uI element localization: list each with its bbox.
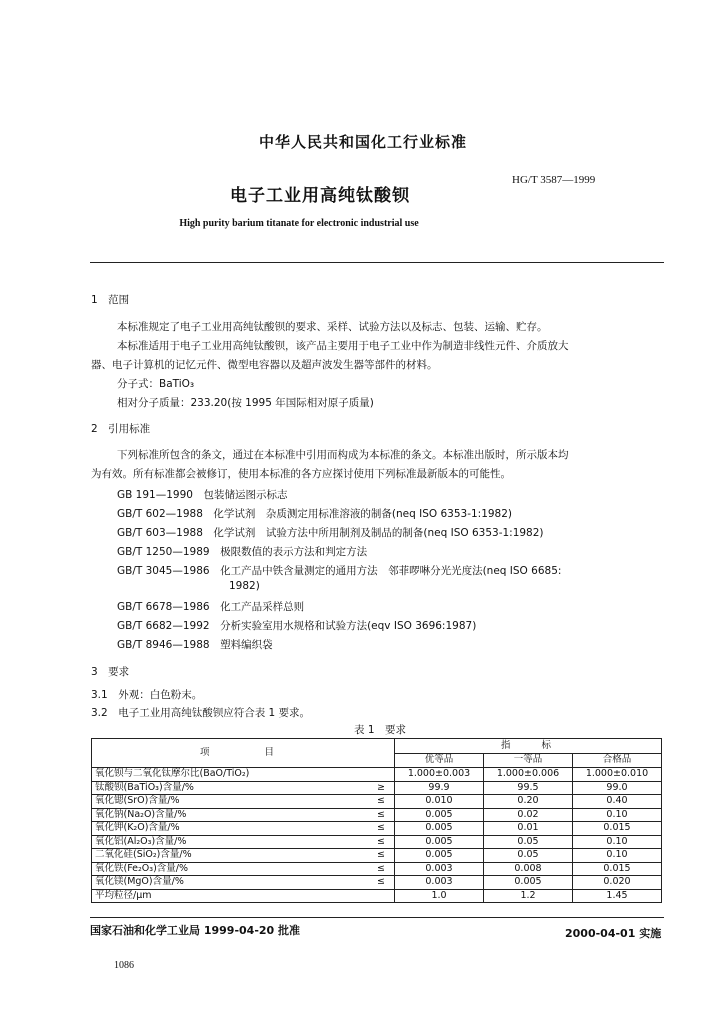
row-name: 氧化锶(SrO)含量/%: [92, 795, 369, 809]
row-name: 钛酸钡(BaTiO₃)含量/%: [92, 781, 369, 795]
table-row: [92, 876, 662, 890]
standard-number: HG/T 3587—1999: [512, 174, 596, 186]
row-value: 0.010: [395, 795, 484, 809]
section1-paragraph-2-line2: 器、电子计算机的记忆元件、微型电容器以及超声波发生器等部件的材料。: [91, 359, 438, 371]
effective-date: 2000-04-01 实施: [565, 927, 662, 940]
molecular-mass: 相对分子质量：233.20(按 1995 年国际相对原子质量): [117, 397, 374, 409]
issuing-body: 中华人民共和国化工行业标准: [258, 133, 467, 151]
row-name: 氧化铁(Fe₂O₃)含量/%: [92, 862, 369, 876]
row-symbol: ≤: [368, 822, 395, 836]
reference-item: GB 191—1990 包装储运图示标志: [117, 489, 288, 501]
section3-heading: 3 要求: [91, 666, 130, 678]
table-row: [92, 862, 662, 876]
table-row: [92, 889, 662, 903]
row-value: 1.000±0.010: [573, 768, 662, 782]
reference-item: GB/T 603—1988 化学试剂 试验方法中所用制剂及制品的制备(neq ISO 6353-1:1982): [117, 527, 544, 539]
row-value: 0.008: [484, 862, 573, 876]
row-name: 二氧化硅(SiO₂)含量/%: [92, 849, 369, 863]
row-value: 1.000±0.003: [395, 768, 484, 782]
requirements-table: [91, 738, 662, 903]
reference-item: GB/T 1250—1989 极限数值的表示方法和判定方法: [117, 546, 368, 558]
row-value: 0.01: [484, 822, 573, 836]
grade-first: 一等品: [484, 753, 573, 768]
row-value: 1.45: [573, 889, 662, 903]
row-name: 氧化镁(MgO)含量/%: [92, 876, 369, 890]
row-value: 1.2: [484, 889, 573, 903]
header-item: 项 目: [92, 739, 395, 768]
row-value: 0.003: [395, 876, 484, 890]
approval-statement: 国家石油和化学工业局 1999-04-20 批准: [90, 924, 301, 937]
row-value: 0.02: [484, 808, 573, 822]
row-value: 0.005: [395, 822, 484, 836]
document-title: 电子工业用高纯钛酸钡: [230, 186, 410, 206]
table-row: [92, 781, 662, 795]
header-index: 指 标: [395, 739, 662, 754]
row-name: 氧化钡与二氧化钛摩尔比(BaO/TiO₂): [92, 768, 369, 782]
row-symbol: ≤: [368, 876, 395, 890]
row-value: 1.000±0.006: [484, 768, 573, 782]
table-row: [92, 808, 662, 822]
grade-qualified: 合格品: [573, 753, 662, 768]
table-row: [92, 768, 662, 782]
row-value: 0.10: [573, 808, 662, 822]
section2-intro-line2: 为有效。所有标准都会被修订，使用本标准的各方应探讨使用下列标准最新版本的可能性。: [91, 468, 511, 480]
english-title: High purity barium titanate for electronic industrial use: [179, 218, 419, 229]
row-value: 0.05: [484, 835, 573, 849]
row-value: 99.0: [573, 781, 662, 795]
row-symbol: ≤: [368, 862, 395, 876]
reference-item: GB/T 8946—1988 塑料编织袋: [117, 639, 273, 651]
reference-item: GB/T 6678—1986 化工产品采样总则: [117, 601, 305, 613]
grade-superior: 优等品: [395, 753, 484, 768]
row-value: 0.05: [484, 849, 573, 863]
row-value: 0.10: [573, 849, 662, 863]
row-name: 氧化钾(K₂O)含量/%: [92, 822, 369, 836]
title-divider: [90, 262, 664, 263]
row-name: 平均粒径/μm: [92, 889, 369, 903]
row-value: 1.0: [395, 889, 484, 903]
table-row: [92, 849, 662, 863]
row-symbol: ≤: [368, 808, 395, 822]
row-symbol: ≤: [368, 835, 395, 849]
table-header-row: [92, 739, 662, 754]
row-value: 0.005: [484, 876, 573, 890]
table-row: [92, 835, 662, 849]
table-caption: 表 1 要求: [353, 724, 407, 736]
requirement-3-2: 3.2 电子工业用高纯钛酸钡应符合表 1 要求。: [91, 707, 311, 719]
row-value: 0.005: [395, 835, 484, 849]
molecular-formula: 分子式：BaTiO₃: [117, 378, 195, 390]
row-symbol: ≤: [368, 849, 395, 863]
table-row: [92, 795, 662, 809]
row-symbol: ≤: [368, 795, 395, 809]
reference-item: GB/T 3045—1986 化工产品中铁含量测定的通用方法 邻菲啰啉分光光度法(neq ISO 6685:: [117, 565, 562, 577]
row-value: 0.015: [573, 822, 662, 836]
table-row: [92, 822, 662, 836]
footer-divider: [90, 917, 664, 918]
section1-heading: 1 范围: [91, 294, 130, 306]
section1-paragraph-1: 本标准规定了电子工业用高纯钛酸钡的要求、采样、试验方法以及标志、包装、运输、贮存。: [117, 321, 548, 333]
section1-paragraph-2-line1: 本标准适用于电子工业用高纯钛酸钡，该产品主要用于电子工业中作为制造非线性元件、介质放大: [117, 340, 569, 352]
reference-item: GB/T 602—1988 化学试剂 杂质测定用标准溶液的制备(neq ISO 6353-1:1982): [117, 508, 513, 520]
row-name: 氧化铝(Al₂O₃)含量/%: [92, 835, 369, 849]
row-value: 99.5: [484, 781, 573, 795]
row-value: 0.005: [395, 808, 484, 822]
row-value: 0.015: [573, 862, 662, 876]
row-symbol: [368, 889, 395, 903]
row-name: 氧化钠(Na₂O)含量/%: [92, 808, 369, 822]
row-symbol: [368, 768, 395, 782]
row-value: 0.005: [395, 849, 484, 863]
page-number: 1086: [114, 960, 134, 971]
section2-intro-line1: 下列标准所包含的条文，通过在本标准中引用而构成为本标准的条文。本标准出版时，所示版本均: [117, 449, 569, 461]
row-value: 0.003: [395, 862, 484, 876]
section2-heading: 2 引用标准: [91, 423, 151, 435]
reference-item-continuation: 1982): [229, 580, 260, 592]
row-symbol: ≥: [368, 781, 395, 795]
row-value: 0.20: [484, 795, 573, 809]
row-value: 0.40: [573, 795, 662, 809]
row-value: 0.020: [573, 876, 662, 890]
row-value: 99.9: [395, 781, 484, 795]
reference-item: GB/T 6682—1992 分析实验室用水规格和试验方法(eqv ISO 3696:1987): [117, 620, 477, 632]
row-value: 0.10: [573, 835, 662, 849]
requirement-3-1: 3.1 外观：白色粉末。: [91, 689, 203, 701]
